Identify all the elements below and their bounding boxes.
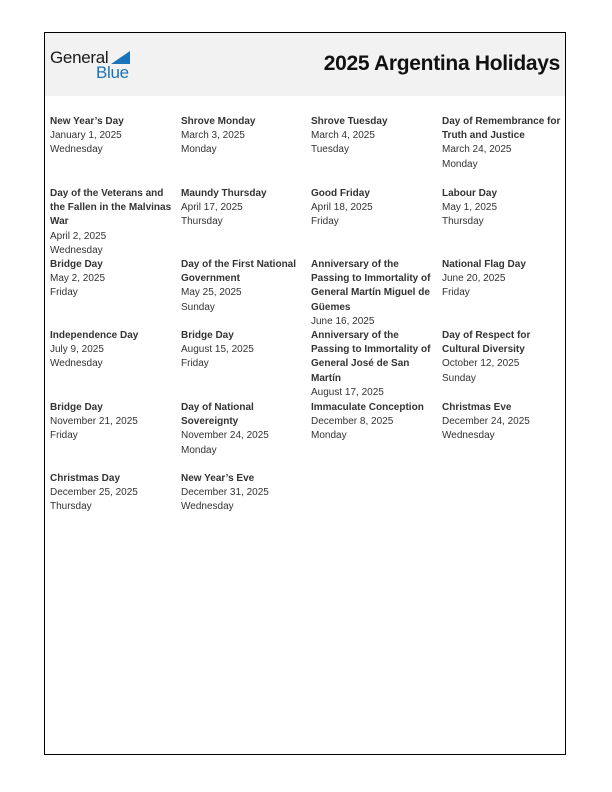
holiday-entry bbox=[50, 401, 172, 444]
holiday-name: Anniversary of the Passing to Immortality of General Martín Miguel de Güemes bbox=[311, 259, 431, 313]
holiday-name: Immaculate Conception bbox=[311, 402, 424, 413]
holiday-date: July 9, 2025 bbox=[50, 344, 104, 356]
holiday-weekday: Friday bbox=[442, 287, 470, 299]
holiday-name: Shrove Tuesday bbox=[311, 116, 388, 127]
holiday-weekday: Wednesday bbox=[50, 144, 103, 156]
holiday-entry bbox=[181, 258, 303, 315]
holiday-date: November 24, 2025 bbox=[181, 430, 269, 442]
holiday-entry bbox=[442, 329, 564, 386]
holiday-date: May 2, 2025 bbox=[50, 273, 106, 285]
holiday-entry bbox=[311, 329, 433, 400]
logo-blue-text: Blue bbox=[96, 63, 129, 82]
holiday-entry bbox=[181, 115, 303, 158]
generalblue-logo bbox=[50, 48, 140, 84]
holiday-weekday: Friday bbox=[311, 216, 339, 228]
holiday-name: Labour Day bbox=[442, 188, 498, 199]
holiday-entry bbox=[311, 115, 433, 158]
holiday-date: November 21, 2025 bbox=[50, 416, 138, 428]
holiday-date: May 1, 2025 bbox=[442, 202, 498, 214]
holiday-weekday: Wednesday bbox=[50, 244, 103, 256]
holiday-weekday: Wednesday bbox=[181, 501, 234, 513]
holiday-weekday: Sunday bbox=[181, 301, 215, 313]
holiday-date: April 2, 2025 bbox=[50, 230, 107, 242]
holiday-entry bbox=[311, 401, 433, 444]
holiday-weekday: Monday bbox=[311, 430, 347, 442]
holiday-name: Day of National Sovereignty bbox=[181, 402, 254, 428]
holiday-weekday: Thursday bbox=[181, 216, 223, 228]
holiday-date: December 24, 2025 bbox=[442, 416, 530, 428]
holiday-name: New Year’s Day bbox=[50, 116, 124, 127]
holiday-date: August 15, 2025 bbox=[181, 344, 254, 356]
holiday-entry bbox=[442, 187, 564, 230]
holiday-date: June 16, 2025 bbox=[311, 315, 375, 327]
holiday-name: Bridge Day bbox=[181, 330, 234, 341]
holiday-name: Maundy Thursday bbox=[181, 188, 267, 199]
holiday-name: Independence Day bbox=[50, 330, 139, 341]
holiday-weekday: Tuesday bbox=[311, 144, 349, 156]
holiday-entry bbox=[311, 187, 433, 230]
holiday-name: Christmas Day bbox=[50, 473, 121, 484]
holiday-date: March 4, 2025 bbox=[311, 130, 375, 142]
holiday-name: Bridge Day bbox=[50, 402, 103, 413]
holiday-date: April 18, 2025 bbox=[311, 202, 373, 214]
holiday-weekday: Friday bbox=[50, 430, 78, 442]
holiday-date: August 17, 2025 bbox=[311, 386, 384, 398]
holiday-weekday: Monday bbox=[181, 444, 217, 456]
holiday-entry bbox=[50, 472, 172, 515]
holiday-weekday: Wednesday bbox=[442, 430, 495, 442]
holiday-weekday: Sunday bbox=[442, 372, 476, 384]
holiday-weekday: Wednesday bbox=[50, 358, 103, 370]
holiday-entry bbox=[50, 187, 172, 258]
holiday-weekday: Monday bbox=[181, 144, 217, 156]
holiday-entry bbox=[311, 258, 433, 329]
page-title: 2025 Argentina Holidays bbox=[323, 52, 560, 75]
holiday-entry bbox=[181, 472, 303, 515]
holiday-entry bbox=[181, 401, 303, 458]
holiday-entry bbox=[181, 329, 303, 372]
holiday-weekday: Friday bbox=[181, 358, 209, 370]
holiday-name: Day of the First National Government bbox=[181, 259, 297, 285]
holiday-weekday: Friday bbox=[50, 287, 78, 299]
holiday-entry bbox=[181, 187, 303, 230]
holiday-date: March 3, 2025 bbox=[181, 130, 245, 142]
holiday-entry bbox=[442, 115, 564, 172]
holiday-name: Bridge Day bbox=[50, 259, 103, 270]
holiday-date: October 12, 2025 bbox=[442, 358, 520, 370]
holiday-name: Shrove Monday bbox=[181, 116, 256, 127]
holiday-entry bbox=[50, 329, 172, 372]
holiday-date: December 8, 2025 bbox=[311, 416, 394, 428]
holiday-weekday: Thursday bbox=[50, 501, 92, 513]
holiday-date: January 1, 2025 bbox=[50, 130, 122, 142]
holiday-date: May 25, 2025 bbox=[181, 287, 242, 299]
holiday-entry bbox=[442, 401, 564, 444]
holiday-date: December 25, 2025 bbox=[50, 487, 138, 499]
holiday-entry bbox=[50, 258, 172, 301]
holiday-date: March 24, 2025 bbox=[442, 144, 512, 156]
holiday-weekday: Thursday bbox=[442, 216, 484, 228]
holiday-date: December 31, 2025 bbox=[181, 487, 269, 499]
holiday-name: Christmas Eve bbox=[442, 402, 512, 413]
holiday-date: June 20, 2025 bbox=[442, 273, 506, 285]
holiday-name: Day of the Veterans and the Fallen in the Malvinas War bbox=[50, 188, 172, 228]
holiday-name: National Flag Day bbox=[442, 259, 526, 270]
holiday-name: Good Friday bbox=[311, 188, 370, 199]
holiday-name: Day of Respect for Cultural Diversity bbox=[442, 330, 531, 356]
holiday-name: New Year’s Eve bbox=[181, 473, 255, 484]
logo-general-text: General bbox=[50, 48, 109, 67]
holiday-entry bbox=[442, 258, 564, 301]
calendar-page bbox=[44, 32, 566, 755]
holiday-name: Anniversary of the Passing to Immortality of General José de San Martín bbox=[311, 330, 431, 384]
holiday-date: April 17, 2025 bbox=[181, 202, 243, 214]
holiday-entry bbox=[50, 115, 172, 158]
header-band bbox=[45, 33, 565, 96]
holiday-name: Day of Remembrance for Truth and Justice bbox=[442, 116, 561, 142]
holiday-weekday: Monday bbox=[442, 158, 478, 170]
